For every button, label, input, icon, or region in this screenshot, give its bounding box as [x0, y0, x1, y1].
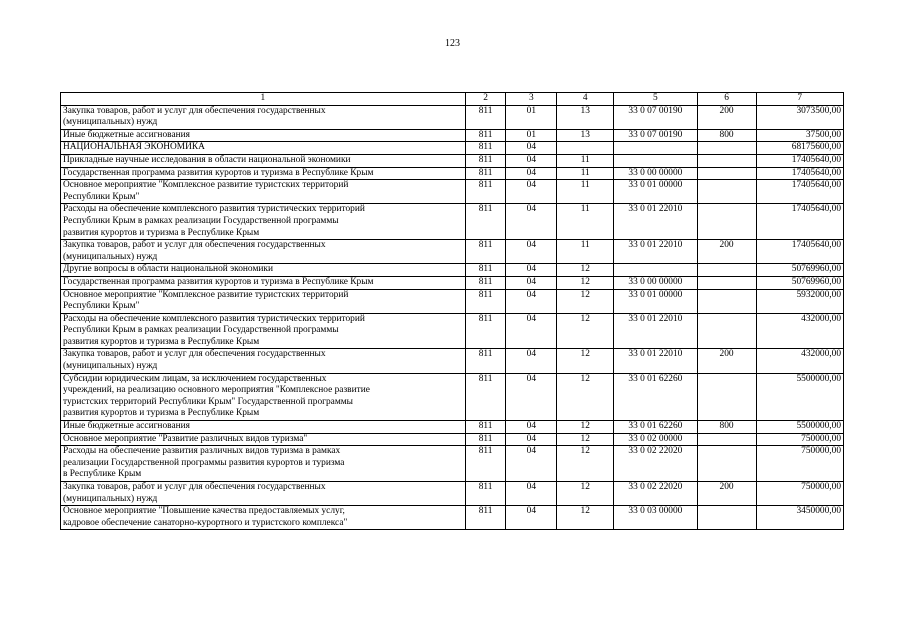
subsection-code-cell: 12	[557, 264, 614, 277]
table-row	[61, 433, 844, 446]
ved-code-cell: 811	[465, 446, 506, 482]
ved-code-cell: 811	[465, 373, 506, 420]
amount-cell: 17405640,00	[756, 204, 843, 240]
table-row	[61, 506, 844, 530]
amount-cell: 17405640,00	[756, 240, 843, 264]
subsection-code-cell: 11	[557, 154, 614, 167]
row-name-cell: Закупка товаров, работ и услуг для обеспечения государственных (муниципальных) нужд	[61, 482, 466, 506]
section-code-cell: 04	[506, 289, 557, 313]
expense-type-cell: 800	[697, 421, 756, 434]
row-name-cell: Расходы на обеспечение комплексного развития туристических территорий Республики Крым в рамках реализации Государственной программы развития курортов и туризма в Республике Крым	[61, 204, 466, 240]
amount-cell: 17405640,00	[756, 154, 843, 167]
amount-cell: 750000,00	[756, 446, 843, 482]
target-item-cell: 33 0 01 62260	[614, 421, 697, 434]
amount-cell: 750000,00	[756, 433, 843, 446]
expense-type-cell	[697, 446, 756, 482]
target-item-cell: 33 0 00 00000	[614, 276, 697, 289]
table-row	[61, 154, 844, 167]
section-code-cell: 04	[506, 264, 557, 277]
target-item-cell: 33 0 01 00000	[614, 289, 697, 313]
section-code-cell: 04	[506, 506, 557, 530]
table-row	[61, 421, 844, 434]
row-name-cell: Иные бюджетные ассигнования	[61, 129, 466, 142]
expense-type-cell	[697, 506, 756, 530]
section-code-cell: 04	[506, 433, 557, 446]
amount-cell: 432000,00	[756, 313, 843, 349]
ved-code-cell: 811	[465, 105, 506, 129]
ved-code-cell: 811	[465, 349, 506, 373]
target-item-cell: 33 0 07 00190	[614, 105, 697, 129]
amount-cell: 17405640,00	[756, 167, 843, 180]
amount-cell: 17405640,00	[756, 180, 843, 204]
row-name-cell: Расходы на обеспечение развития различных видов туризма в рамках реализации Государственной программы развития курортов и туризма в Республике Крым	[61, 446, 466, 482]
target-item-cell: 33 0 01 22010	[614, 313, 697, 349]
amount-cell: 37500,00	[756, 129, 843, 142]
ved-code-cell: 811	[465, 433, 506, 446]
ved-code-cell: 811	[465, 264, 506, 277]
page-number: 123	[445, 38, 460, 49]
amount-cell: 750000,00	[756, 482, 843, 506]
ved-code-cell: 811	[465, 180, 506, 204]
expense-type-cell: 200	[697, 240, 756, 264]
header-cell: 1	[61, 93, 466, 106]
amount-cell: 50769960,00	[756, 264, 843, 277]
section-code-cell: 01	[506, 105, 557, 129]
target-item-cell	[614, 142, 697, 155]
subsection-code-cell: 12	[557, 349, 614, 373]
target-item-cell: 33 0 01 22010	[614, 240, 697, 264]
table-header-row	[61, 93, 844, 106]
subsection-code-cell: 12	[557, 506, 614, 530]
table-row	[61, 142, 844, 155]
expense-type-cell	[697, 180, 756, 204]
expense-type-cell	[697, 276, 756, 289]
amount-cell: 432000,00	[756, 349, 843, 373]
target-item-cell: 33 0 03 00000	[614, 506, 697, 530]
subsection-code-cell: 11	[557, 167, 614, 180]
ved-code-cell: 811	[465, 154, 506, 167]
ved-code-cell: 811	[465, 142, 506, 155]
target-item-cell: 33 0 07 00190	[614, 129, 697, 142]
row-name-cell: Государственная программа развития курортов и туризма в Республике Крым	[61, 167, 466, 180]
expense-type-cell	[697, 204, 756, 240]
amount-cell: 50769960,00	[756, 276, 843, 289]
expense-type-cell: 200	[697, 105, 756, 129]
row-name-cell: Закупка товаров, работ и услуг для обеспечения государственных (муниципальных) нужд	[61, 240, 466, 264]
section-code-cell: 04	[506, 482, 557, 506]
target-item-cell	[614, 264, 697, 277]
row-name-cell: Другие вопросы в области национальной экономики	[61, 264, 466, 277]
subsection-code-cell: 12	[557, 373, 614, 420]
header-cell: 2	[465, 93, 506, 106]
table-row	[61, 276, 844, 289]
table-row	[61, 264, 844, 277]
subsection-code-cell: 11	[557, 240, 614, 264]
table-row	[61, 105, 844, 129]
row-name-cell: Закупка товаров, работ и услуг для обеспечения государственных (муниципальных) нужд	[61, 349, 466, 373]
target-item-cell: 33 0 01 00000	[614, 180, 697, 204]
subsection-code-cell: 12	[557, 276, 614, 289]
table-row	[61, 349, 844, 373]
section-code-cell: 04	[506, 313, 557, 349]
row-name-cell: Расходы на обеспечение комплексного развития туристических территорий Республики Крым в рамках реализации Государственной программы развития курортов и туризма в Республике Крым	[61, 313, 466, 349]
expense-type-cell	[697, 264, 756, 277]
subsection-code-cell: 11	[557, 180, 614, 204]
expense-type-cell: 200	[697, 482, 756, 506]
target-item-cell: 33 0 02 22020	[614, 482, 697, 506]
expense-type-cell: 200	[697, 349, 756, 373]
row-name-cell: Основное мероприятие "Повышение качества предоставляемых услуг, кадровое обеспечение санаторно-курортного и туристского комплекса"	[61, 506, 466, 530]
section-code-cell: 04	[506, 167, 557, 180]
expense-type-cell	[697, 373, 756, 420]
header-cell: 6	[697, 93, 756, 106]
section-code-cell: 04	[506, 180, 557, 204]
target-item-cell	[614, 154, 697, 167]
table-row	[61, 289, 844, 313]
ved-code-cell: 811	[465, 482, 506, 506]
section-code-cell: 04	[506, 349, 557, 373]
budget-table	[60, 92, 844, 530]
table-row	[61, 373, 844, 420]
target-item-cell: 33 0 02 00000	[614, 433, 697, 446]
subsection-code-cell: 12	[557, 446, 614, 482]
subsection-code-cell: 12	[557, 421, 614, 434]
section-code-cell: 04	[506, 446, 557, 482]
section-code-cell: 04	[506, 373, 557, 420]
header-cell: 4	[557, 93, 614, 106]
row-name-cell: Основное мероприятие "Комплексное развитие туристских территорий Республики Крым"	[61, 289, 466, 313]
amount-cell: 3450000,00	[756, 506, 843, 530]
row-name-cell: Основное мероприятие "Развитие различных видов туризма"	[61, 433, 466, 446]
ved-code-cell: 811	[465, 204, 506, 240]
expense-type-cell	[697, 142, 756, 155]
section-code-cell: 01	[506, 129, 557, 142]
row-name-cell: НАЦИОНАЛЬНАЯ ЭКОНОМИКА	[61, 142, 466, 155]
row-name-cell: Основное мероприятие "Комплексное развитие туристских территорий Республики Крым"	[61, 180, 466, 204]
row-name-cell: Прикладные научные исследования в области национальной экономики	[61, 154, 466, 167]
section-code-cell: 04	[506, 276, 557, 289]
header-cell: 7	[756, 93, 843, 106]
amount-cell: 5500000,00	[756, 373, 843, 420]
expense-type-cell	[697, 313, 756, 349]
table-row	[61, 180, 844, 204]
section-code-cell: 04	[506, 204, 557, 240]
expense-type-cell	[697, 433, 756, 446]
amount-cell: 3073500,00	[756, 105, 843, 129]
subsection-code-cell: 13	[557, 105, 614, 129]
ved-code-cell: 811	[465, 313, 506, 349]
target-item-cell: 33 0 01 22010	[614, 349, 697, 373]
expense-type-cell	[697, 154, 756, 167]
ved-code-cell: 811	[465, 129, 506, 142]
table-row	[61, 240, 844, 264]
ved-code-cell: 811	[465, 289, 506, 313]
header-cell: 3	[506, 93, 557, 106]
subsection-code-cell: 13	[557, 129, 614, 142]
subsection-code-cell: 12	[557, 482, 614, 506]
target-item-cell: 33 0 00 00000	[614, 167, 697, 180]
ved-code-cell: 811	[465, 240, 506, 264]
ved-code-cell: 811	[465, 506, 506, 530]
subsection-code-cell	[557, 142, 614, 155]
subsection-code-cell: 11	[557, 204, 614, 240]
expense-type-cell: 800	[697, 129, 756, 142]
section-code-cell: 04	[506, 142, 557, 155]
target-item-cell: 33 0 01 22010	[614, 204, 697, 240]
target-item-cell: 33 0 01 62260	[614, 373, 697, 420]
table-row	[61, 167, 844, 180]
amount-cell: 5932000,00	[756, 289, 843, 313]
subsection-code-cell: 12	[557, 313, 614, 349]
row-name-cell: Субсидии юридическим лицам, за исключением государственных учреждений, на реализацию основного мероприятия "Комплексное развитие туристских территорий Республики Крым" Государственной программы развития курортов и туризма в Республике Крым	[61, 373, 466, 420]
row-name-cell: Иные бюджетные ассигнования	[61, 421, 466, 434]
table-row	[61, 313, 844, 349]
section-code-cell: 04	[506, 421, 557, 434]
target-item-cell: 33 0 02 22020	[614, 446, 697, 482]
expense-type-cell	[697, 167, 756, 180]
ved-code-cell: 811	[465, 421, 506, 434]
table-row	[61, 446, 844, 482]
table-row	[61, 482, 844, 506]
header-cell: 5	[614, 93, 697, 106]
section-code-cell: 04	[506, 240, 557, 264]
subsection-code-cell: 12	[557, 433, 614, 446]
amount-cell: 68175600,00	[756, 142, 843, 155]
expense-type-cell	[697, 289, 756, 313]
table-row	[61, 204, 844, 240]
row-name-cell: Закупка товаров, работ и услуг для обеспечения государственных (муниципальных) нужд	[61, 105, 466, 129]
section-code-cell: 04	[506, 154, 557, 167]
amount-cell: 5500000,00	[756, 421, 843, 434]
row-name-cell: Государственная программа развития курортов и туризма в Республике Крым	[61, 276, 466, 289]
subsection-code-cell: 12	[557, 289, 614, 313]
ved-code-cell: 811	[465, 276, 506, 289]
ved-code-cell: 811	[465, 167, 506, 180]
table-row	[61, 129, 844, 142]
